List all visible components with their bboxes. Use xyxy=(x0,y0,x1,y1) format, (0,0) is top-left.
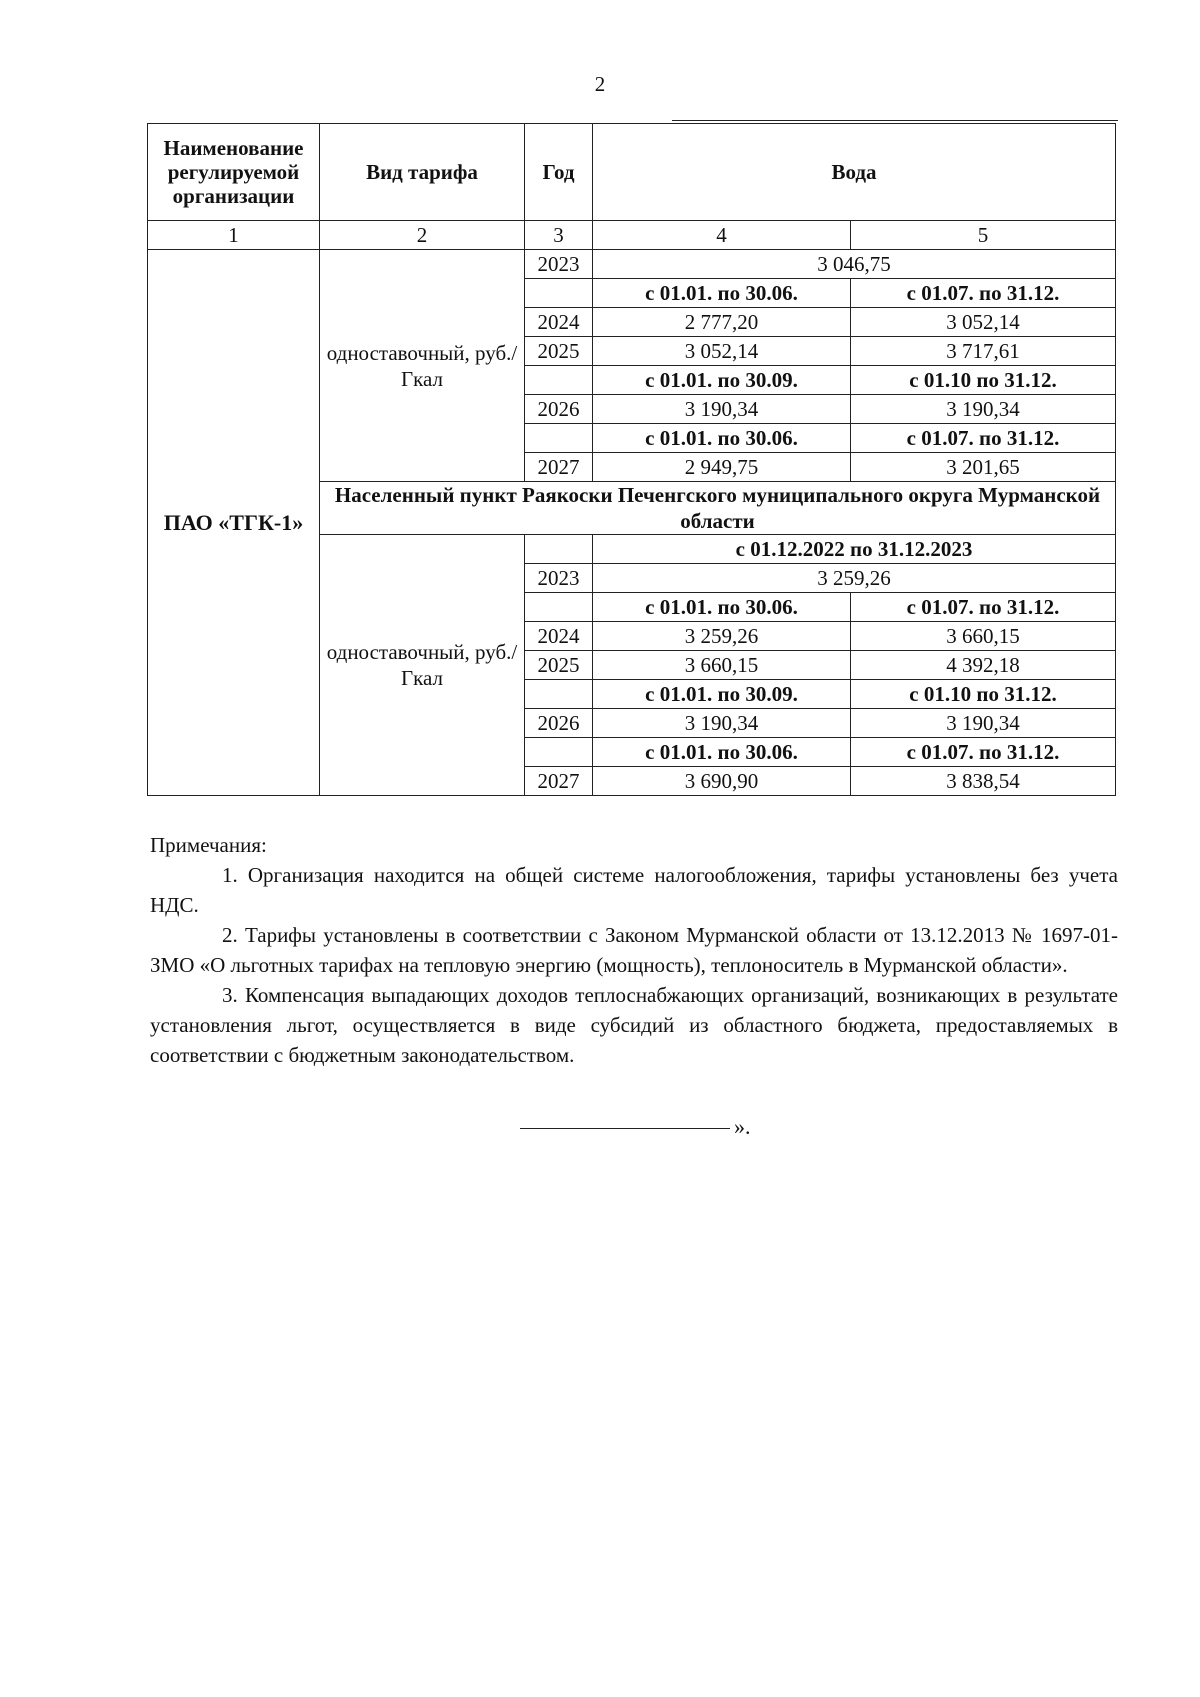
header-org: Наименование регулируемой организации xyxy=(148,124,320,221)
year-cell xyxy=(525,535,593,564)
value-cell: 3 717,61 xyxy=(851,337,1116,366)
year-cell: 2023 xyxy=(525,250,593,279)
notes-block xyxy=(150,830,1118,1070)
value-cell: 3 838,54 xyxy=(851,767,1116,796)
year-cell xyxy=(525,366,593,395)
period-cell: с 01.01. по 30.09. xyxy=(593,680,851,709)
note-item: 3. Компенсация выпадающих доходов теплоснабжающих организаций, возникающих в результате установления льгот, осуществляется в виде субсидий из областного бюджета, предоставляемых в соответствии с бюджетным законодательством. xyxy=(150,983,1118,1067)
period-cell: с 01.07. по 31.12. xyxy=(851,738,1116,767)
value-cell: 3 052,14 xyxy=(851,308,1116,337)
period-cell: с 01.07. по 31.12. xyxy=(851,424,1116,453)
period-cell: с 01.01. по 30.06. xyxy=(593,279,851,308)
note-item: 2. Тарифы установлены в соответствии с Законом Мурманской области от 13.12.2013 № 1697-01-ЗМО «О льготных тарифах на тепловую энергию (мощность), теплоноситель в Мурманской области». xyxy=(150,923,1118,977)
year-cell xyxy=(525,680,593,709)
year-cell: 2024 xyxy=(525,622,593,651)
year-cell: 2026 xyxy=(525,709,593,738)
note-item: 1. Организация находится на общей системе налогообложения, тарифы установлены без учета НДС. xyxy=(150,863,1118,917)
year-cell xyxy=(525,738,593,767)
tariff-kind: одноставочный, руб./Гкал xyxy=(320,535,525,796)
value-cell: 4 392,18 xyxy=(851,651,1116,680)
value-cell: 3 190,34 xyxy=(593,395,851,424)
tariff-kind: одноставочный, руб./Гкал xyxy=(320,250,525,482)
col-number: 4 xyxy=(593,221,851,250)
org-name: ПАО «ТГК-1» xyxy=(148,250,320,796)
year-cell: 2025 xyxy=(525,337,593,366)
closing-quote: ». xyxy=(734,1114,751,1139)
section-title: Населенный пункт Раякоски Печенгского муниципального округа Мурманской области xyxy=(320,482,1116,535)
column-number-row xyxy=(148,221,1116,250)
year-cell xyxy=(525,424,593,453)
closing-mark xyxy=(520,1114,751,1140)
tariff-table xyxy=(147,123,1116,796)
value-cell: 3 660,15 xyxy=(593,651,851,680)
value-cell: 3 190,34 xyxy=(593,709,851,738)
header-water: Вода xyxy=(593,124,1116,221)
year-cell xyxy=(525,593,593,622)
year-cell: 2026 xyxy=(525,395,593,424)
value-merged: 3 046,75 xyxy=(593,250,1116,279)
value-cell: 3 660,15 xyxy=(851,622,1116,651)
value-cell: 2 777,20 xyxy=(593,308,851,337)
header-tariff-type: Вид тарифа xyxy=(320,124,525,221)
period-cell: с 01.01. по 30.06. xyxy=(593,424,851,453)
period-cell: с 01.01. по 30.06. xyxy=(593,738,851,767)
table-row xyxy=(148,250,1116,279)
value-cell: 3 052,14 xyxy=(593,337,851,366)
closing-line xyxy=(520,1128,730,1129)
header-year: Год xyxy=(525,124,593,221)
page-number: 2 xyxy=(594,72,606,96)
value-cell: 3 190,34 xyxy=(851,395,1116,424)
year-cell: 2023 xyxy=(525,564,593,593)
col-number: 1 xyxy=(148,221,320,250)
top-rule xyxy=(672,120,1118,121)
col-number: 3 xyxy=(525,221,593,250)
period-merged: с 01.12.2022 по 31.12.2023 xyxy=(593,535,1116,564)
value-cell: 3 690,90 xyxy=(593,767,851,796)
col-number: 5 xyxy=(851,221,1116,250)
period-cell: с 01.07. по 31.12. xyxy=(851,279,1116,308)
header-row xyxy=(148,124,1116,221)
value-cell: 3 259,26 xyxy=(593,622,851,651)
value-cell: 2 949,75 xyxy=(593,453,851,482)
year-cell: 2024 xyxy=(525,308,593,337)
period-cell: с 01.10 по 31.12. xyxy=(851,366,1116,395)
year-cell: 2027 xyxy=(525,767,593,796)
year-cell xyxy=(525,279,593,308)
col-number: 2 xyxy=(320,221,525,250)
value-cell: 3 190,34 xyxy=(851,709,1116,738)
period-cell: с 01.07. по 31.12. xyxy=(851,593,1116,622)
year-cell: 2025 xyxy=(525,651,593,680)
value-cell: 3 201,65 xyxy=(851,453,1116,482)
period-cell: с 01.01. по 30.09. xyxy=(593,366,851,395)
value-merged: 3 259,26 xyxy=(593,564,1116,593)
year-cell: 2027 xyxy=(525,453,593,482)
period-cell: с 01.01. по 30.06. xyxy=(593,593,851,622)
period-cell: с 01.10 по 31.12. xyxy=(851,680,1116,709)
notes-title: Примечания: xyxy=(150,833,267,857)
